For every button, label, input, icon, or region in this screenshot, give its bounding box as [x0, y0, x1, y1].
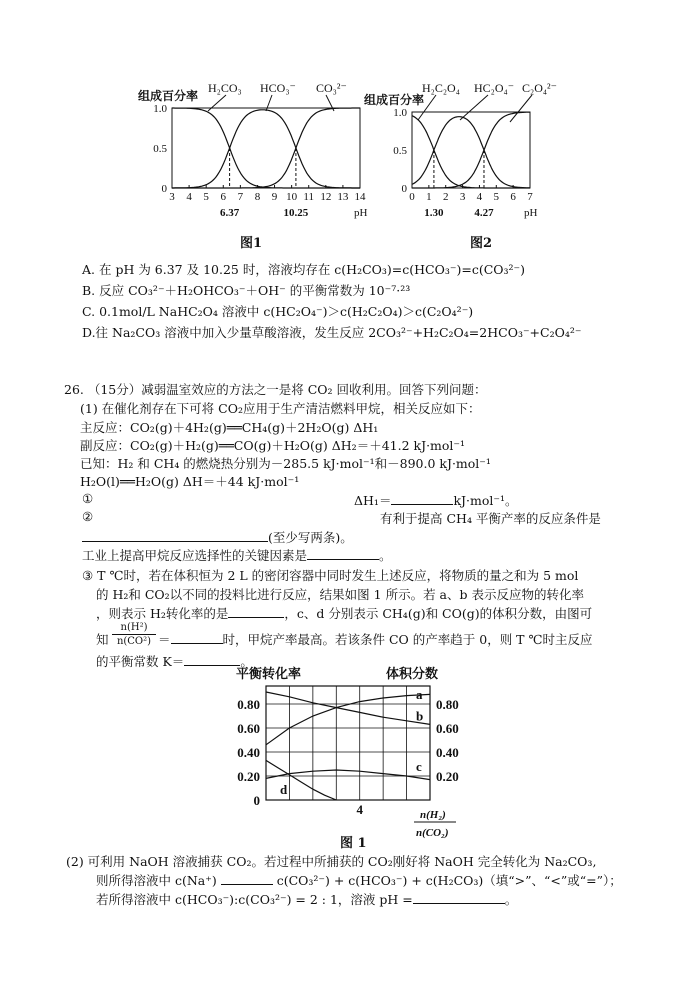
q26-s2-line2-end: 。: [379, 548, 392, 563]
q26-s3-l5a: 的平衡常数 K＝: [96, 654, 185, 669]
q26-p2-l3a: 若所得溶液中 c(HCO₃⁻):c(CO₃²⁻) = 2 : 1，溶液 pH =: [96, 892, 413, 907]
q26-s1-blank[interactable]: [391, 492, 453, 505]
fig3-series-a: [266, 694, 430, 744]
q26-s3-l3b: ，c、d 分别表示 CH₄(g)和 CO(g)的体积分数，由图可: [284, 606, 593, 621]
fig2-label-c2o4: C₂O₄²⁻: [522, 81, 557, 95]
fig1-label-h2co3: H₂CO₃: [208, 81, 242, 95]
fig3-chart: [200, 664, 490, 844]
fig2-ytick-2: 1.0: [393, 107, 407, 119]
q26-s1-text: ΔH₁＝: [354, 493, 392, 508]
fig3-ytick-right-1: 0.40: [436, 745, 459, 760]
fig2-chart: [360, 70, 560, 230]
q26-h2o: H₂O(l)══H₂O(g) ΔH＝＋44 kJ·mol⁻¹: [80, 474, 300, 489]
fig1-label-hco3: HCO₃⁻: [260, 81, 296, 95]
option-c: C. 0.1mol/L NaHC₂O₄ 溶液中 c(HC₂O₄⁻)＞c(H₂C₂O₄)＞c(C₂O₄²⁻): [82, 304, 474, 319]
fig1-xtick-10: 13: [337, 191, 349, 203]
fig2-ytick-0: 0: [401, 183, 407, 195]
fig3-series-label-c: c: [416, 758, 422, 774]
fig1-frame: [172, 108, 360, 188]
fig3-ytick-left-4: 0.80: [237, 697, 260, 712]
q26-header: 26. （15分）减弱温室效应的方法之一是将 CO₂ 回收利用。回答下列问题：: [64, 382, 487, 397]
fig1-xtick-1: 4: [186, 191, 192, 203]
q26-p2-l3: [96, 890, 517, 908]
fig2-pka-label-1: 4.27: [474, 207, 494, 219]
q26-s2-line: [82, 528, 353, 546]
fig1-pointer-0: [208, 95, 226, 111]
fig3-frame: [266, 686, 430, 800]
fig2-xtick-0: 0: [409, 191, 415, 203]
fig1-xtick-5: 8: [254, 191, 261, 203]
q26-p2-blank-compare[interactable]: [221, 872, 273, 885]
fig2-xtick-2: 2: [442, 191, 449, 203]
fig1-xtick-9: 12: [320, 191, 332, 203]
fig1-xtick-6: 9: [271, 191, 278, 203]
fig3-ylabel-right: 体积分数: [386, 666, 439, 681]
q26-s2-line2-text: 工业上提高甲烷反应选择性的关键因素是: [82, 548, 308, 563]
q26-s3-l4a: 知: [96, 632, 109, 647]
q26-s3-frac-num: n(H²): [112, 622, 156, 635]
q26-p2-l2b: c(CO₃²⁻) + c(HCO₃⁻) + c(H₂CO₃)（填“>”、“<”或“=”）；: [276, 873, 622, 888]
q26-s2-line2: [82, 546, 392, 564]
fig1-title: 图1: [240, 236, 263, 251]
q26-p2-l2: [96, 871, 622, 889]
fig3-series-c: [266, 770, 430, 780]
fig3-series-d: [266, 760, 336, 800]
q26-s3-l5b: 。: [240, 654, 253, 669]
q26-p1: (1) 在催化剂存在下可将 CO₂应用于生产清洁燃料甲烷，相关反应如下：: [80, 401, 481, 416]
fig1-chart: [130, 70, 380, 230]
fig1-ytick-2: 1.0: [153, 103, 167, 115]
q26-s2-text: 有利于提高 CH₄ 平衡产率的反应条件是: [380, 511, 601, 526]
fig2-title: 图2: [470, 236, 493, 251]
q26-s1-unit: kJ·mol⁻¹。: [453, 493, 518, 508]
fig2-xtick-5: 5: [493, 191, 500, 203]
option-b: B. 反应 CO₃²⁻＋H₂OHCO₃⁻＋OH⁻ 的平衡常数为 10⁻⁷·²³: [82, 283, 411, 298]
fig1-xtick-4: 7: [237, 191, 244, 203]
q26-s3-l3a: ，则表示 H₂转化率的是: [96, 606, 229, 621]
fig3-series-label-d: d: [280, 782, 288, 797]
fig3-series-label-a: a: [416, 686, 423, 702]
fig2-xlabel: pH: [524, 207, 538, 219]
q26-p2-l1: (2) 可利用 NaOH 溶液捕获 CO₂。若过程中所捕获的 CO₂刚好将 NaOH 完全转化为 Na₂CO₃,: [66, 854, 597, 869]
q26-p2-l2a: 则所得溶液中 c(Na⁺): [96, 873, 217, 888]
fig3-ylabel-left: 平衡转化率: [236, 666, 302, 681]
fig1-xtick-11: 14: [354, 191, 366, 203]
fig2-xtick-4: 4: [476, 191, 483, 203]
fig3-series-label-b: b: [416, 708, 424, 724]
q26-s3-frac: [112, 622, 156, 648]
q26-s3-l4c: 时，甲烷产率最高。若该条件 CO 的产率趋于 0，则 T ℃时主反应: [222, 632, 593, 647]
q26-s2-blank[interactable]: [82, 529, 268, 542]
fig3-xlabel-num: n(H₂): [420, 809, 446, 821]
q26-s2-num: ②: [82, 509, 94, 524]
fig2-label-hc2o4: HC₂O₄⁻: [474, 81, 515, 95]
q26-s3-frac-den: n(CO²): [116, 636, 152, 647]
q26-s3-l1: ③ T ℃时，若在体积恒为 2 L 的密闭容器中同时发生上述反应，将物质的量之和为 5 mol: [82, 568, 579, 583]
fig3-ytick-left-0: 0: [253, 793, 260, 808]
fig3-ytick-right-0: 0.20: [436, 769, 459, 784]
q26-s3-l4b: ＝: [158, 632, 171, 647]
q26-s2-tail: (至少写两条)。: [268, 530, 353, 545]
q26-s3-blank-h2[interactable]: [228, 605, 284, 618]
fig1-pka-label-0: 6.37: [219, 207, 240, 219]
fig2-ylabel: 组成百分率: [364, 93, 425, 107]
fig2-pka-label-0: 1.30: [424, 207, 444, 219]
fig2-xtick-7: 7: [527, 191, 533, 203]
q26-s2-line2-blank[interactable]: [307, 547, 379, 560]
fig3-ytick-left-3: 0.60: [237, 721, 260, 736]
q26-s3-blank-ratio[interactable]: [171, 631, 223, 644]
fig3-series-b: [266, 692, 430, 724]
fig2-label-h2c2o4: H₂C₂O₄: [422, 81, 460, 95]
fig1-pka-label-1: 10.25: [283, 207, 309, 219]
option-a: A. 在 pH 为 6.37 及 10.25 时，溶液均存在 c(H₂CO₃)=c(HCO₃⁻)=c(CO₃²⁻): [82, 262, 526, 277]
option-d: D.往 Na₂CO₃ 溶液中加入少量草酸溶液，发生反应 2CO₃²⁻+H₂C₂O₄=2HCO₃⁻+C₂O₄²⁻: [82, 325, 582, 340]
fig1-xtick-7: 10: [286, 191, 298, 203]
q26-s1: [354, 491, 518, 509]
fig1-series-1: [172, 110, 360, 188]
fig3-ytick-right-3: 0.80: [436, 697, 459, 712]
fig3-ytick-right-2: 0.60: [436, 721, 459, 736]
fig3-xtick-0: 4: [356, 802, 363, 817]
fig1-pointer-1: [266, 95, 272, 111]
fig1-xtick-3: 6: [220, 191, 227, 203]
q26-main-reaction: 主反应：CO₂(g)＋4H₂(g)══CH₄(g)＋2H₂O(g) ΔH₁: [80, 420, 379, 435]
fig1-xlabel: pH: [354, 207, 368, 219]
fig1-label-co3: CO₃²⁻: [316, 81, 347, 95]
fig2-xtick-3: 3: [459, 191, 466, 203]
fig1-series-2: [172, 108, 360, 188]
fig1-xtick-2: 5: [203, 191, 209, 203]
fig1-ytick-0: 0: [161, 183, 167, 195]
fig1-series-0: [172, 108, 360, 188]
fig1-ylabel: 组成百分率: [138, 89, 199, 103]
q26-s1-num: ①: [82, 491, 94, 506]
fig2-pointer-1: [460, 95, 488, 120]
fig1-xtick-0: 3: [169, 191, 175, 203]
fig1-ytick-1: 0.5: [153, 143, 167, 155]
fig2-xtick-6: 6: [510, 191, 516, 203]
fig2-pointer-2: [510, 95, 532, 122]
q26-known: 已知：H₂ 和 CH₄ 的燃烧热分别为－285.5 kJ·mol⁻¹和－890.0 kJ·mol⁻¹: [80, 456, 491, 471]
fig2-xtick-1: 1: [426, 191, 432, 203]
fig1-xtick-8: 11: [303, 191, 315, 203]
q26-side-reaction: 副反应：CO₂(g)＋H₂(g)══CO(g)＋H₂O(g) ΔH₂＝＋41.2 kJ·mol⁻¹: [80, 438, 466, 453]
fig3-title: 图 1: [340, 836, 367, 851]
fig3-ytick-left-2: 0.40: [237, 745, 260, 760]
fig3-ytick-left-1: 0.20: [237, 769, 260, 784]
q26-p2-blank-ph[interactable]: [413, 891, 505, 904]
q26-s3-l3: [96, 604, 592, 622]
q26-p2-l3b: 。: [504, 892, 518, 907]
fig3-xlabel-den: n(CO₂): [416, 827, 449, 839]
q26-s3-l2: 的 H₂和 CO₂以不同的投料比进行反应，结果如图 1 所示。若 a、b 表示反应物的转化率: [96, 587, 584, 602]
fig2-ytick-1: 0.5: [393, 145, 407, 157]
